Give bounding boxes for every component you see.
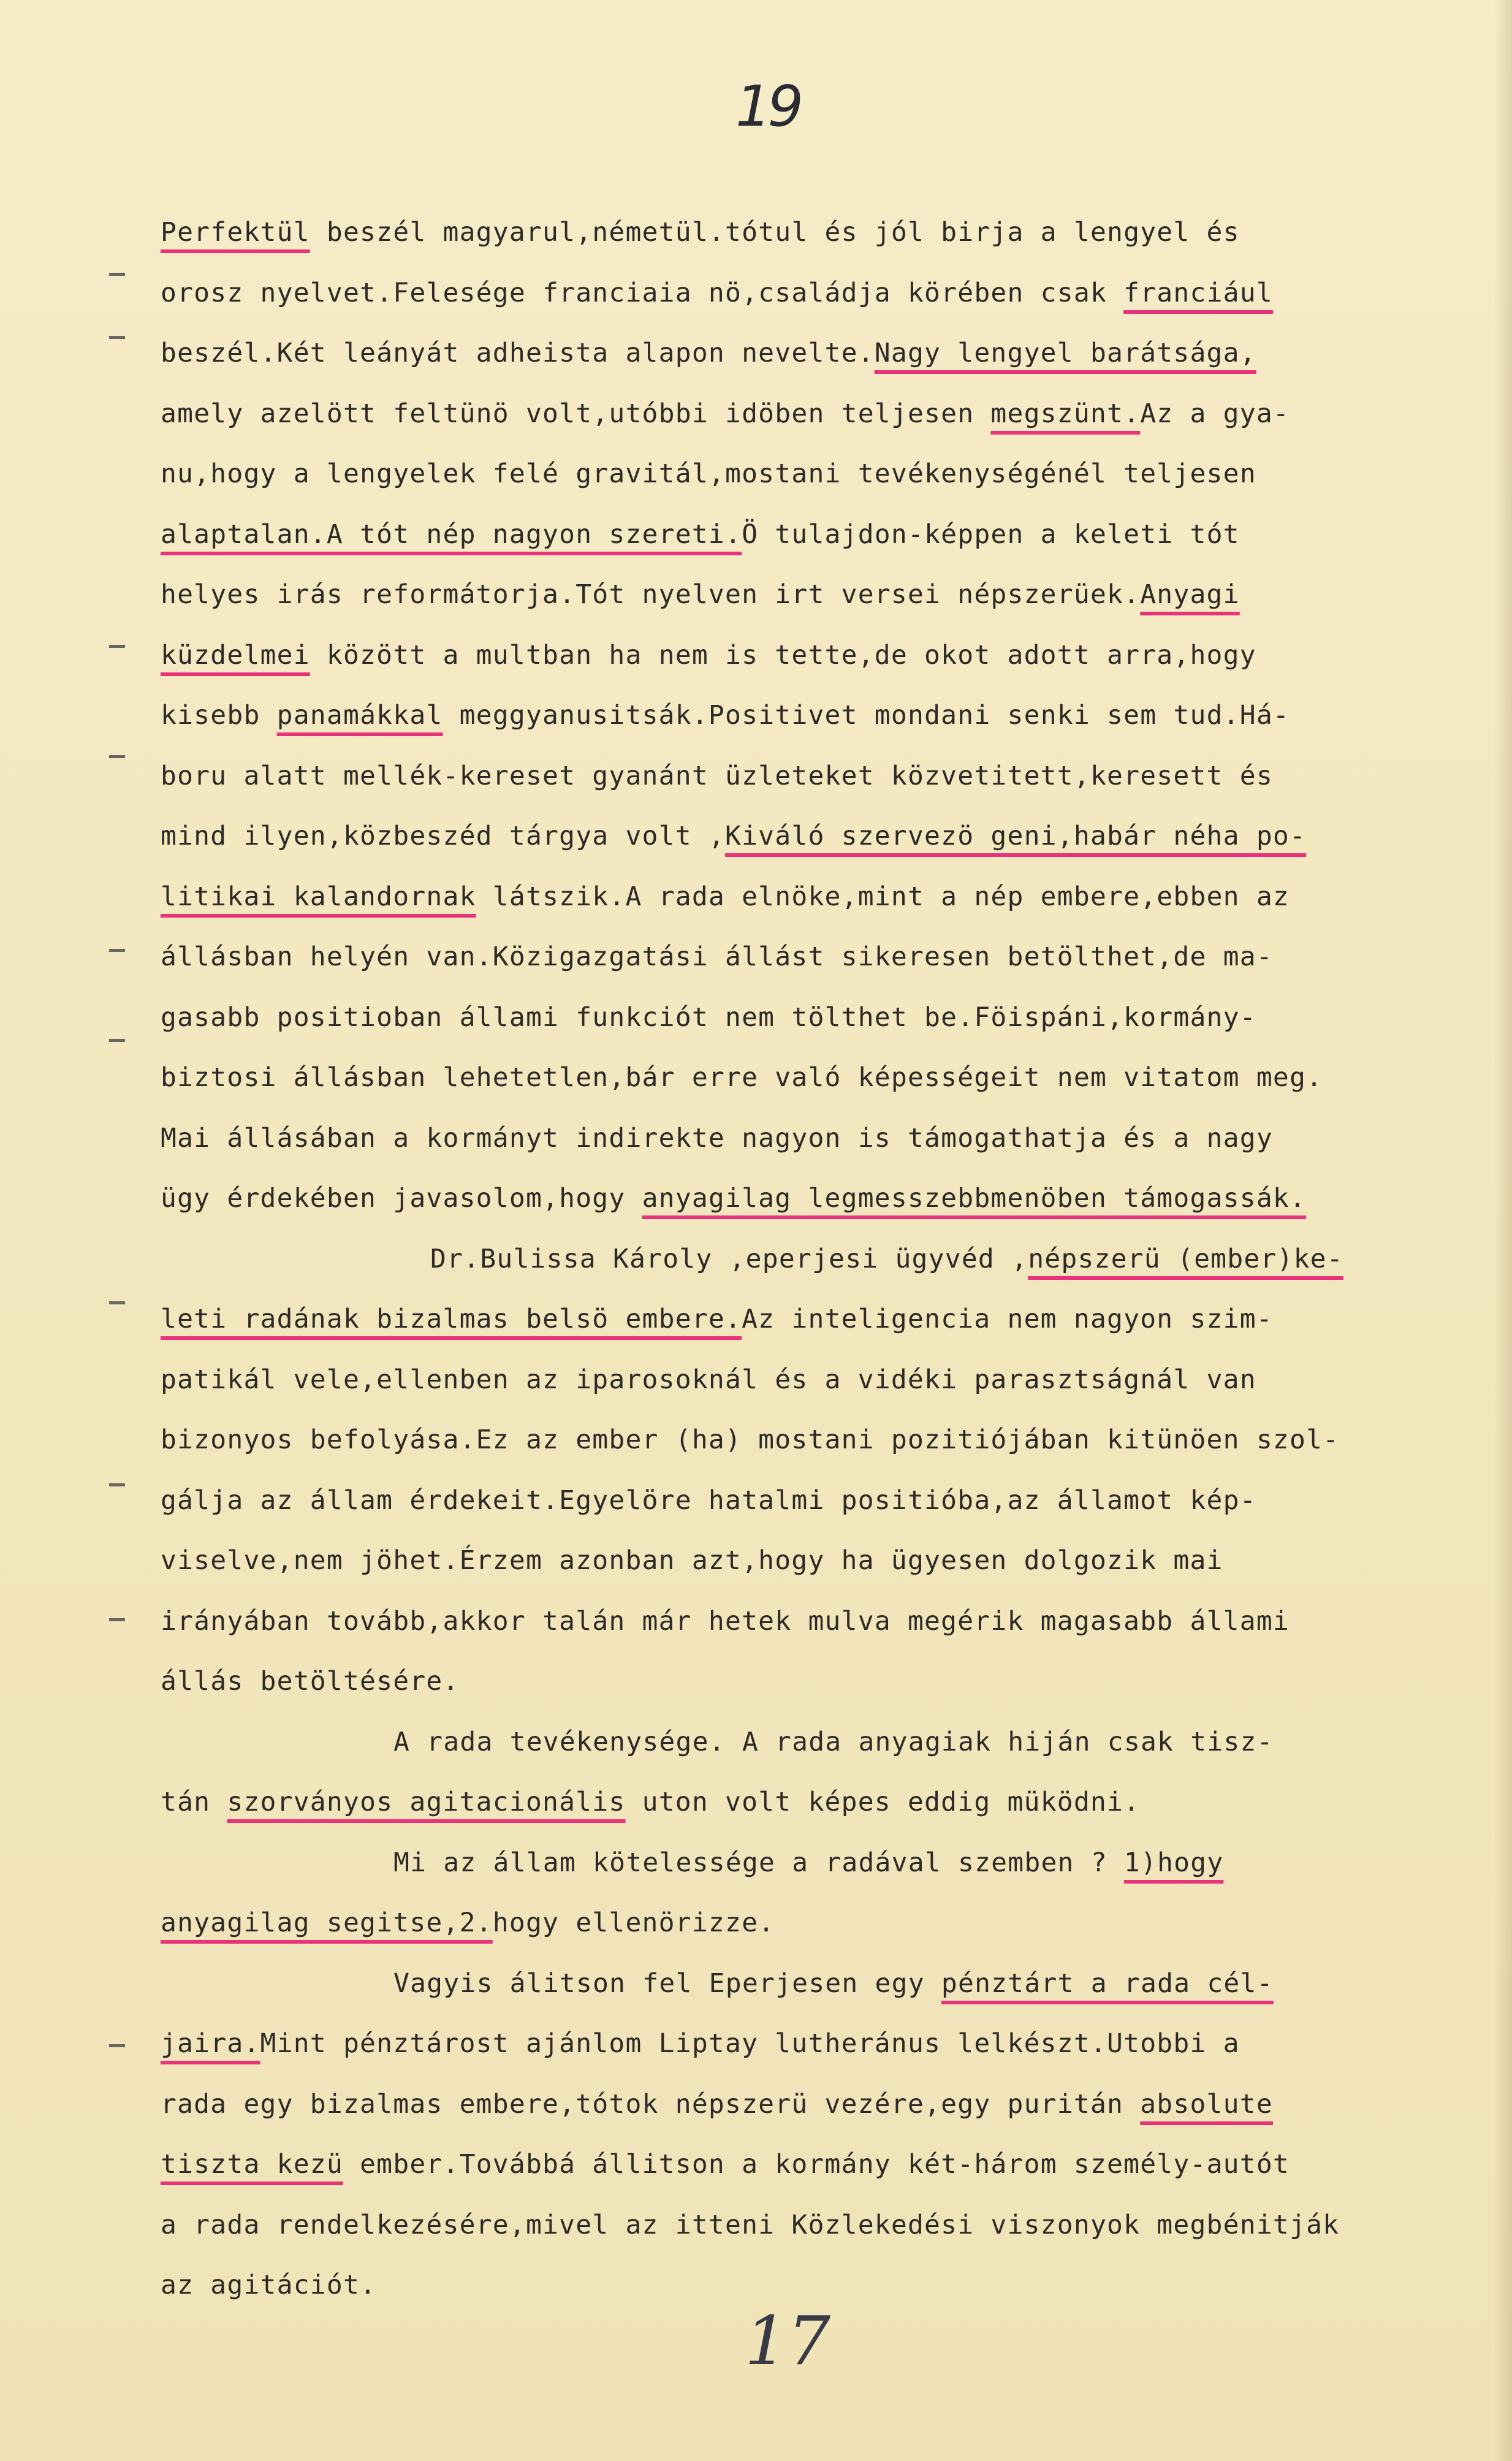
line-text: beszél.Két leányát adheista alapon nevelte. (161, 338, 875, 368)
line-text: állásban helyén van.Közigazgatási állást sikeresen betölthet,de ma- (161, 941, 1273, 972)
text-line (161, 1772, 1417, 1833)
line-text: amely azelött feltünö volt,utóbbi idöben teljesen (161, 398, 991, 429)
highlighted-phrase: szorványos agitacionális (227, 1787, 626, 1817)
text-line (161, 927, 1417, 987)
text-line (161, 625, 1417, 686)
text-line (161, 1833, 1417, 1893)
highlighted-phrase: anyagilag segitse,2. (161, 1908, 493, 1938)
highlighted-phrase: Perfektül (161, 217, 310, 248)
text-line (161, 2074, 1417, 2135)
typed-letter-body (161, 202, 1417, 2316)
highlighted-phrase: népszerü (ember)ke- (1028, 1243, 1343, 1274)
line-text: nu,hogy a lengyelek felé gravitál,mostani tevékenységénél teljesen (161, 458, 1256, 489)
page-edge-shadow (1494, 0, 1512, 2461)
highlighted-phrase: alaptalan.A tót nép nagyon szereti. (161, 519, 742, 550)
text-line (161, 2195, 1417, 2256)
margin-dash (109, 1301, 125, 1304)
line-text: Mai állásában a kormányt indirekte nagyon is támogathatja és a nagy (161, 1122, 1273, 1154)
line-text: Mi az állam kötelessége a radával szemben ? (393, 1847, 1124, 1878)
text-line (161, 1651, 1417, 1712)
line-text: A rada tevékenysége. A rada anyagiak hiján csak tisz- (393, 1726, 1274, 1757)
line-text: patikál vele,ellenben az iparosoknál és a vidéki parasztságnál van (161, 1364, 1256, 1395)
line-text: a rada rendelkezésére,mivel az itteni Közlekedési viszonyok megbénitják (161, 2209, 1340, 2240)
line-text: az agitációt. (161, 2270, 377, 2300)
margin-dash (109, 755, 125, 758)
text-line (161, 685, 1417, 746)
highlighted-phrase: küzdelmei (161, 639, 310, 671)
line-text: hogy ellenörizze. (492, 1908, 775, 1938)
line-text: uton volt képes eddig müködni. (625, 1787, 1141, 1817)
text-line (161, 987, 1417, 1048)
highlighted-phrase: panamákkal (276, 700, 443, 731)
margin-dash (109, 645, 125, 648)
text-line (161, 1350, 1417, 1410)
text-line (161, 565, 1417, 625)
line-text: beszél magyarul,németül.tótul és jól birja a lengyel és (310, 217, 1240, 248)
margin-dash (109, 1618, 125, 1621)
handwritten-signature: 17 (745, 2302, 830, 2380)
line-text: Az inteligencia nem nagyon szim- (742, 1304, 1273, 1334)
text-line (161, 1531, 1417, 1591)
highlighted-phrase: megszünt. (990, 398, 1141, 429)
text-line (161, 1048, 1417, 1108)
line-text: ügy érdekében javasolom,hogy (161, 1183, 642, 1214)
margin-dash (109, 2044, 125, 2047)
highlighted-phrase: Kiváló szervezö geni,habár néha po- (725, 821, 1307, 851)
text-line (161, 1289, 1417, 1350)
line-text: ember.Továbbá állitson a kormány két-három személy-autót (343, 2149, 1290, 2180)
line-text: helyes irás reformátorja.Tót nyelven irt versei népszerüek. (161, 579, 1141, 610)
text-line (161, 384, 1417, 444)
text-line (161, 1953, 1417, 2014)
highlighted-phrase: anyagilag legmesszebbmenöben támogassák. (642, 1183, 1307, 1214)
text-line (161, 1168, 1417, 1229)
line-text: gasabb positioban állami funkciót nem tölthet be.Föispáni,kormány- (161, 1002, 1256, 1033)
text-line (161, 746, 1417, 807)
text-line (161, 806, 1417, 867)
line-text: tán (161, 1787, 227, 1817)
line-text: boru alatt mellék-kereset gyanánt üzleteket közvetitett,keresett és (161, 760, 1273, 791)
text-line (161, 1410, 1417, 1470)
text-line (161, 444, 1417, 504)
highlighted-phrase: tiszta kezü (161, 2149, 343, 2180)
margin-dash (109, 1483, 125, 1486)
text-line (161, 2014, 1417, 2074)
line-text: között a multban ha nem is tette,de okot adott arra,hogy (310, 639, 1256, 671)
line-text: kisebb (161, 700, 277, 731)
line-text: orosz nyelvet.Felesége franciaia nö,családja körében csak (161, 277, 1124, 308)
text-line (161, 504, 1417, 565)
margin-dash (109, 336, 125, 339)
highlighted-phrase: Nagy lengyel barátsága, (874, 338, 1256, 368)
text-line (161, 263, 1417, 324)
page-number: 19 (735, 74, 800, 139)
line-text: rada egy bizalmas embere,tótok népszerü vezére,egy puritán (161, 2088, 1141, 2120)
highlighted-phrase: pénztárt a rada cél- (941, 1968, 1274, 1999)
text-line (161, 867, 1417, 927)
line-text: Ö tulajdon-képpen a keleti tót (742, 519, 1240, 550)
line-text: mind ilyen,közbeszéd tárgya volt , (161, 821, 725, 851)
line-text: Mint pénztárost ajánlom Liptay lutheránus lelkészt.Utobbi a (260, 2028, 1240, 2059)
highlighted-phrase: franciául (1123, 277, 1273, 308)
margin-dash (109, 949, 125, 952)
line-text: viselve,nem jöhet.Érzem azonban azt,hogy ha ügyesen dolgozik mai (161, 1545, 1223, 1576)
line-text: Dr.Bulissa Károly ,eperjesi ügyvéd , (430, 1243, 1028, 1274)
text-line (161, 1229, 1417, 1290)
text-line (161, 1712, 1417, 1773)
text-line (161, 1591, 1417, 1652)
highlighted-phrase: 1)hogy (1123, 1847, 1224, 1878)
line-text: irányában tovább,akkor talán már hetek mulva megérik magasabb állami (161, 1605, 1290, 1637)
line-text: meggyanusitsák.Positivet mondani senki sem tud.Há- (443, 700, 1290, 731)
text-line (161, 202, 1417, 263)
text-line (161, 323, 1417, 384)
line-text: Vagyis álitson fel Eperjesen egy (393, 1968, 941, 1999)
highlighted-phrase: litikai kalandornak (161, 881, 476, 912)
margin-dash (109, 1039, 125, 1042)
line-text: gálja az állam érdekeit.Egyelöre hatalmi positióba,az államot kép- (161, 1485, 1256, 1516)
text-line (161, 1470, 1417, 1531)
highlighted-phrase: Anyagi (1140, 579, 1240, 610)
line-text: látszik.A rada elnöke,mint a nép embere,ebben az (476, 881, 1290, 912)
text-line (161, 1893, 1417, 1953)
margin-dash (109, 273, 125, 276)
line-text: Az a gya- (1140, 398, 1290, 429)
highlighted-phrase: jaira. (161, 2028, 260, 2059)
line-text: biztosi állásban lehetetlen,bár erre való képességeit nem vitatom meg. (161, 1062, 1323, 1093)
highlighted-phrase: absolute (1140, 2088, 1273, 2120)
text-line (161, 1108, 1417, 1169)
line-text: bizonyos befolyása.Ez az ember (ha) mostani pozitiójában kitünöen szol- (161, 1424, 1340, 1455)
text-line (161, 2134, 1417, 2195)
line-text: állás betöltésére. (161, 1666, 460, 1697)
highlighted-phrase: leti radának bizalmas belsö embere. (161, 1304, 742, 1334)
